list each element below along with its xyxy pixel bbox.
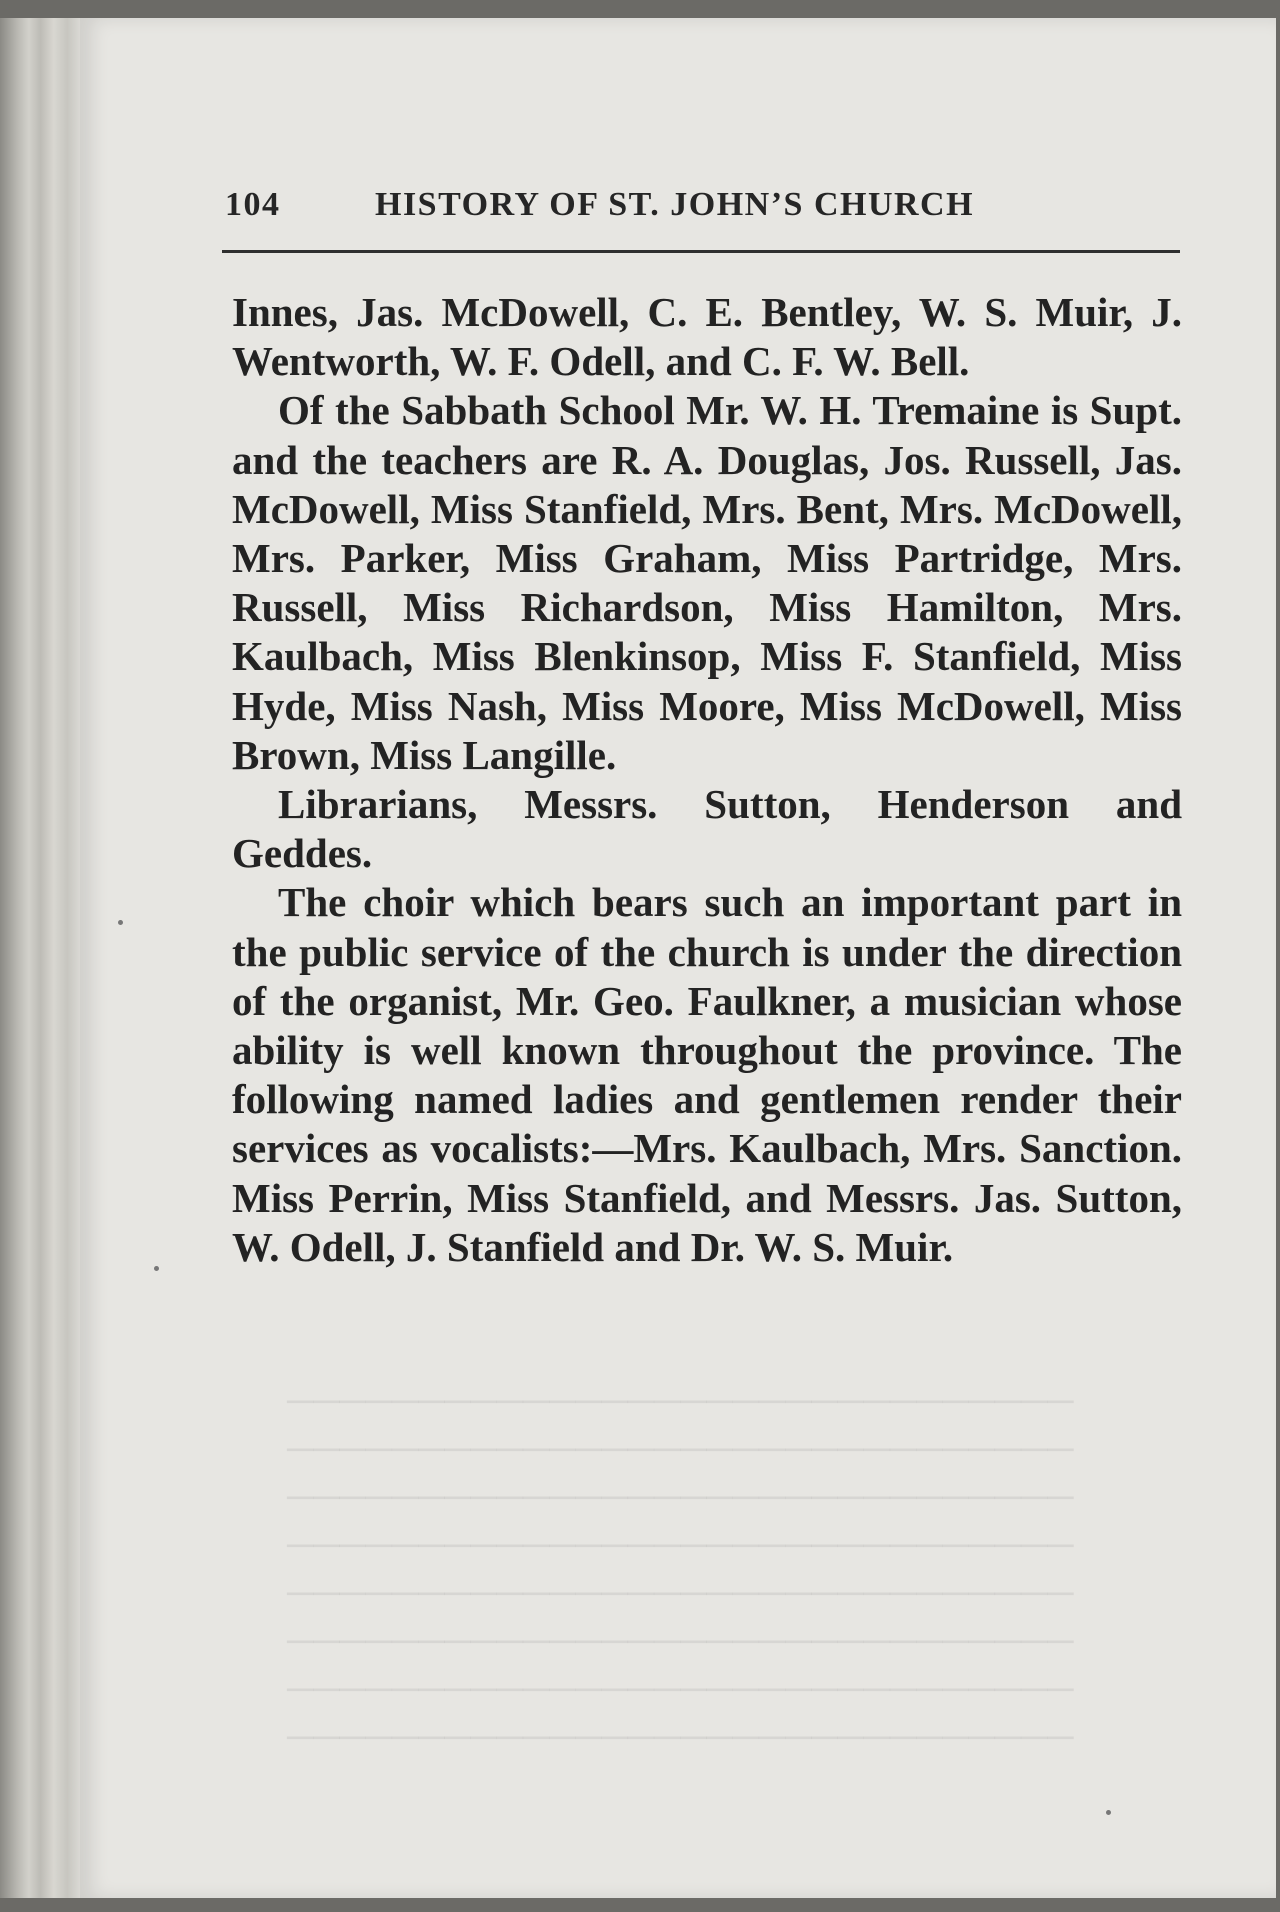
body-text <box>232 288 1182 1272</box>
paragraph-1: Innes, Jas. McDowell, C. E. Bentley, W. S. Muir, J. Wentworth, W. F. Odell, and C. F. W. Bell. <box>232 289 1182 385</box>
running-head <box>225 186 1180 226</box>
paragraph-4: The choir which bears such an important part in the public service of the church is under the direction of the organist, Mr. Geo. Faulkner, a musician whose ability is well known throughout the province. The following named ladies and gentlemen render their services as vocalists:—Mrs. Kaulbach, Mrs. Sanction. Miss Perrin, Miss Stanfield, and Messrs. Jas. Sutton, W. Odell, J. Stanfield and Dr. W. S. Muir. <box>232 879 1182 1270</box>
paper-speck <box>118 920 123 925</box>
running-title: HISTORY OF ST. JOHN’S CHURCH <box>375 186 975 223</box>
paper-speck <box>1106 1810 1111 1815</box>
header-rule <box>222 250 1180 253</box>
page-number: 104 <box>225 186 281 223</box>
paragraph-2: Of the Sabbath School Mr. W. H. Tremaine is Supt. and the teachers are R. A. Douglas, Jos. Russell, Jas. McDowell, Miss Stanfield, Mrs. Bent, Mrs. McDowell, Mrs. Parker, Miss Graham, Miss Partridge, Mrs. Russell, Miss Richardson, Miss Hamilton, Mrs. Kaulbach, Miss Blenkinsop, Miss F. Stanfield, Miss Hyde, Miss Nash, Miss Moore, Miss McDowell, Miss Brown, Miss Langille. <box>232 387 1182 778</box>
paragraph-3: Librarians, Messrs. Sutton, Henderson and Geddes. <box>232 781 1182 877</box>
paper-speck <box>154 1266 159 1271</box>
